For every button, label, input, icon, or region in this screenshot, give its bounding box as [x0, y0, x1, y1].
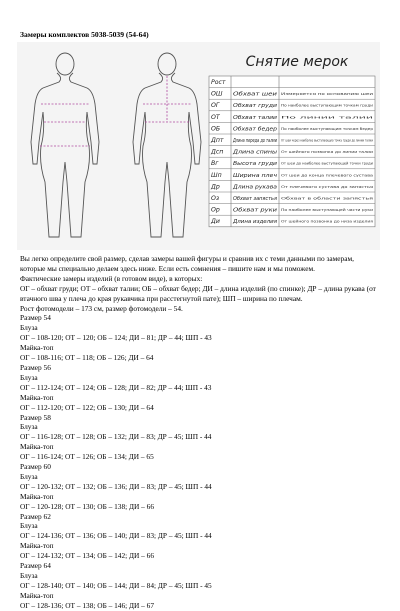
measure-code: Др — [211, 183, 220, 191]
measure-code: Шп — [211, 171, 222, 179]
blouse-measurements: ОГ – 108-120; ОТ – 120; ОБ – 124; ДИ – 81; ДР – 44; ШП - 43 — [20, 333, 212, 343]
measure-name: Обхват груди — [233, 103, 278, 110]
measure-code: Рост — [211, 79, 226, 86]
measure-description: По наиболее выступающей части руки — [281, 208, 374, 213]
blouse-label: Блуза — [20, 471, 38, 481]
measure-description: Обхват в области запястья — [281, 196, 373, 201]
measure-code: Дпт — [211, 137, 224, 144]
top-measurements: ОГ – 120-128; ОТ – 130; ОБ – 138; ДИ – 66 — [20, 501, 155, 511]
measure-name: Ширина плеч — [233, 172, 277, 179]
blouse-measurements: ОГ – 128-140; ОТ – 140; ОБ – 144; ДИ – 84; ДР – 45; ШП - 45 — [20, 580, 212, 590]
page-title: Замеры комплектов 5038-5039 (54-64) — [20, 30, 149, 39]
top-label: Майка-топ — [20, 491, 54, 501]
top-measurements: ОГ – 108-116; ОТ – 118; ОБ – 126; ДИ – 64 — [20, 353, 154, 363]
measure-name: Длина переда до талии — [232, 138, 278, 144]
top-label: Майка-топ — [20, 392, 54, 402]
size-description — [20, 254, 385, 611]
size-heading: Размер 62 — [20, 511, 51, 521]
measure-code: ОБ — [211, 125, 221, 133]
top-label: Майка-топ — [20, 590, 54, 600]
size-heading: Размер 54 — [20, 313, 51, 323]
blouse-label: Блуза — [20, 422, 38, 432]
measure-code: Оз — [211, 195, 220, 202]
measure-name: Обхват бедер — [233, 126, 278, 133]
size-heading: Размер 58 — [20, 412, 51, 422]
blouse-measurements: ОГ – 124-136; ОТ – 136; ОБ – 140; ДИ – 83; ДР – 45; ШП - 44 — [20, 531, 212, 541]
measure-name: Обхват талии — [233, 114, 278, 121]
measure-name: Обхват руки — [233, 207, 278, 214]
blouse-label: Блуза — [20, 521, 38, 531]
measure-description: Измеряется по основанию шеи — [281, 92, 375, 97]
top-measurements: ОГ – 128-136; ОТ – 138; ОБ – 146; ДИ – 67 — [20, 600, 155, 610]
size-heading: Размер 60 — [20, 462, 51, 472]
intro-line: Фактические замеры изделий (в готовом виде), в которых: — [20, 273, 203, 283]
top-measurements: ОГ – 124-132; ОТ – 134; ОБ – 142; ДИ – 66 — [20, 551, 155, 561]
measure-code: ОГ — [211, 102, 220, 110]
measure-description: От шейного позвонка до низа изделия — [281, 219, 373, 224]
intro-line: которые мы специально делаем здесь ниже. Если есть сомнения – пишите нам и мы поможем. — [20, 263, 315, 273]
top-measurements: ОГ – 112-120; ОТ – 122; ОБ – 130; ДИ – 64 — [20, 402, 154, 412]
measure-code: ОШ — [211, 90, 223, 98]
measure-code: Вг — [211, 160, 219, 168]
measure-description: От плечевого сустава до запястья — [281, 184, 373, 189]
measurement-table — [209, 76, 375, 227]
measure-code: ОТ — [211, 113, 220, 121]
measure-description: От шеи до наиболее выступающей точки груди — [281, 161, 374, 166]
measure-name: Обхват шеи — [233, 91, 278, 98]
size-heading: Размер 64 — [20, 561, 51, 571]
measure-code: Ди — [211, 218, 220, 226]
measure-description: По наиболее выступающим точкам груди — [281, 103, 374, 108]
blouse-label: Блуза — [20, 323, 38, 333]
intro-line: Вы легко определите свой размер, сделав замеры вашей фигуры и сравнив их с теми данными по замерам, — [20, 254, 354, 263]
measure-description: По наиболее выступающим точкам бедер — [281, 126, 374, 131]
measure-code: Ор — [211, 206, 220, 214]
measure-name: Длина рукава — [231, 184, 277, 191]
figure-title: Снятие мерок — [245, 54, 349, 70]
measure-description: От шейного позвонка до линии талии — [281, 150, 374, 155]
measure-name: Высота груди — [233, 161, 278, 168]
blouse-label: Блуза — [20, 372, 38, 382]
measure-name: Длина спины — [231, 149, 277, 156]
blouse-measurements: ОГ – 112-124; ОТ – 124; ОБ – 128; ДИ – 82; ДР – 44; ШП - 43 — [20, 382, 212, 392]
measure-name: Обхват запястья — [233, 196, 277, 202]
blouse-measurements: ОГ – 120-132; ОТ – 132; ОБ – 136; ДИ – 83; ДР – 45; ШП - 44 — [20, 481, 212, 491]
measure-description: От шеи до конца плечевого сустава — [281, 173, 373, 178]
measure-name: Длина изделия — [231, 219, 277, 226]
photo-note: Рост фотомодели – 173 см, размер фотомодели – 54. — [20, 303, 183, 313]
size-heading: Размер 56 — [20, 362, 51, 372]
top-label: Майка-топ — [20, 343, 54, 353]
top-label: Майка-топ — [20, 541, 54, 551]
top-label: Майка-топ — [20, 442, 54, 452]
blouse-label: Блуза — [20, 571, 38, 580]
measurement-figure — [17, 42, 380, 250]
blouse-measurements: ОГ – 116-128; ОТ – 128; ОБ – 132; ДИ – 83; ДР – 45; ШП - 44 — [20, 432, 212, 442]
measure-description: От шеи через наиболее выступающую точку груди до линии талии — [281, 138, 374, 143]
top-measurements: ОГ – 116-124; ОТ – 126; ОБ – 134; ДИ – 65 — [20, 452, 154, 462]
measure-description: По линии талии — [281, 115, 376, 120]
body-measurement-diagram — [17, 42, 380, 250]
legend-text: ОГ – обхват груди; ОТ – обхват талии; ОБ – обхват бедер; ДИ – длина изделий (по спинке); ДР – длина рукава (от втачного шва у плеча до края рукавчика при расстегнутой пате); ШП – ширина по плечам. — [20, 283, 376, 303]
measure-code: Дсп — [211, 148, 224, 156]
